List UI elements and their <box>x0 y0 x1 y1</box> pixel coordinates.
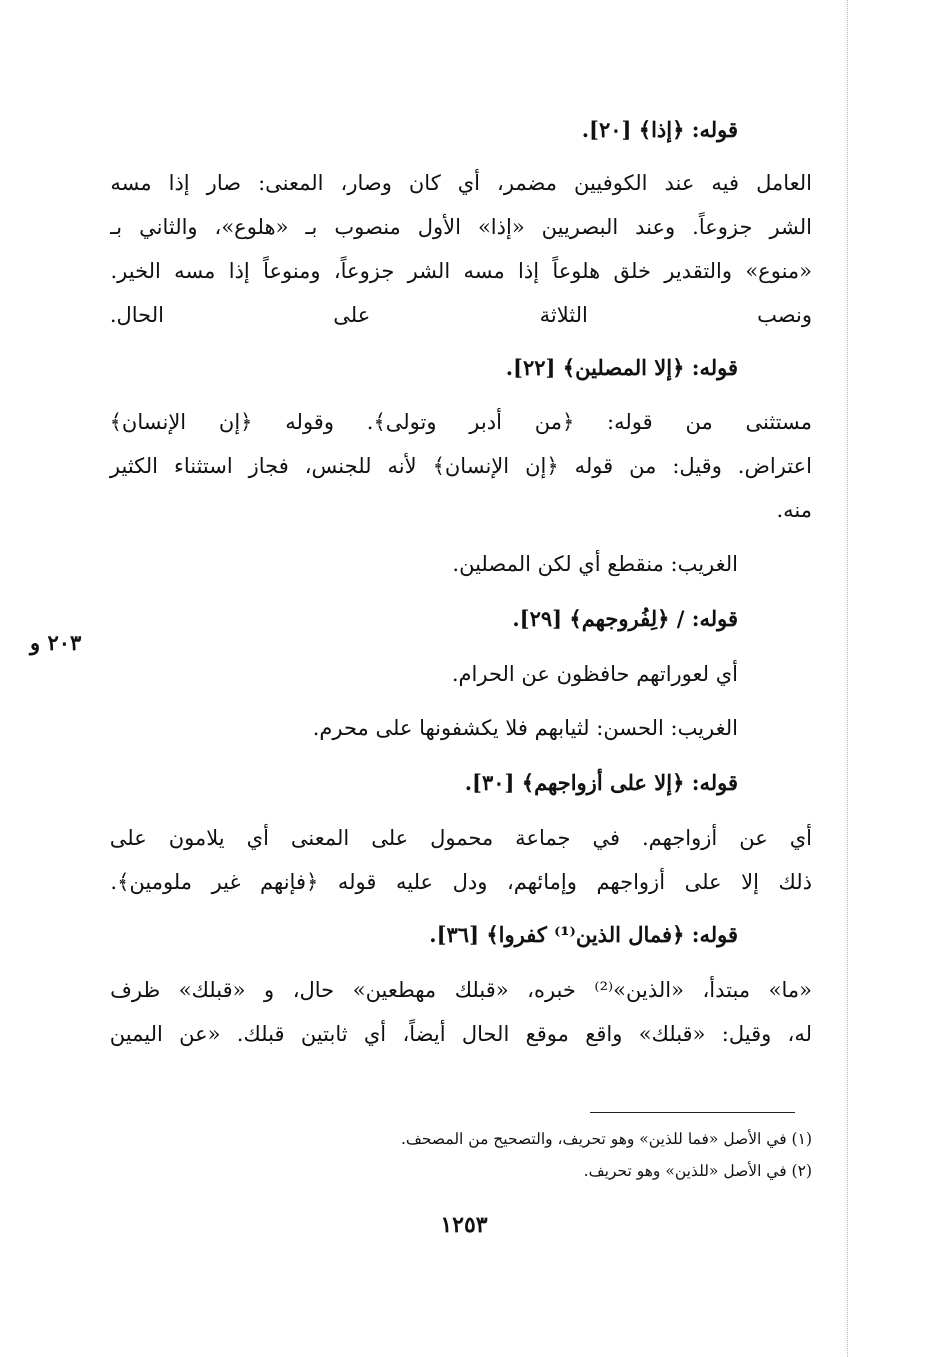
text-line: اعتراض. وقيل: من قوله ﴿إن الإنسان﴾ لأنه للجنس، فجاز استثناء الكثير <box>109 454 812 478</box>
text-line: العامل فيه عند الكوفيين مضمر، أي كان وصار، المعنى: صار إذا مسه <box>110 171 812 195</box>
margin-dotted-rule <box>847 0 848 1357</box>
text-line: الغريب: الحسن: لثيابهم فلا يكشفونها على محرم. <box>312 716 738 740</box>
text-line: «منوع» والتقدير خلق هلوعاً إذا مسه الشر جزوعاً، ومنوعاً إذا مسه الخير. <box>110 259 812 283</box>
verse-heading: قوله: ﴿إلا المصلين﴾ [٢٢]. <box>505 355 738 380</box>
text-line: مستثنى من قوله: ﴿من أدبر وتولى﴾. وقوله ﴿إن الإنسان﴾ <box>109 410 812 434</box>
margin-folio-note: ۲۰۳ و <box>30 630 82 655</box>
footnote-1: (١) في الأصل «فما للذين» وهو تحريف، والتصحيح من المصحف. <box>400 1130 812 1148</box>
text-line: ونصب الثلاثة على الحال. <box>109 303 812 327</box>
page-number: ١٢٥٣ <box>440 1212 488 1238</box>
verse-heading: قوله: ﴿إلا على أزواجهم﴾ [٣٠]. <box>464 770 738 795</box>
text-line: الغريب: منقطع أي لكن المصلين. <box>452 552 738 576</box>
text-line: منه. <box>776 498 812 522</box>
text-line: ذلك إلا على أزواجهم وإمائهم، ودل عليه قوله ﴿فإنهم غير ملومين﴾. <box>110 870 812 894</box>
verse-heading: قوله: / ﴿لِفُروجهم﴾ [٢٩]. <box>512 606 738 631</box>
text-line: أي لعوراتهم حافظون عن الحرام. <box>451 662 738 686</box>
text-line: «ما» مبتدأ، «الذين»⁽²⁾ خبره، «قبلك مهطعين» حال، و «قبلك» ظرف <box>110 978 812 1002</box>
verse-heading: قوله: ﴿فمال الذين⁽¹⁾ كفروا﴾ [٣٦]. <box>429 922 738 947</box>
text-line: له، وقيل: «قبلك» واقع موقع الحال أيضاً، أي ثابتين قبلك. «عن اليمين <box>109 1022 812 1046</box>
verse-heading: قوله: ﴿إذا﴾ [٢٠]. <box>581 117 738 142</box>
footnote-separator <box>590 1112 795 1113</box>
text-line: أي عن أزواجهم. في جماعة محمول على المعنى أي يلامون على <box>109 826 812 850</box>
text-line: الشر جزوعاً. وعند البصريين «إذا» الأول منصوب بـ «هلوع»، والثاني بـ <box>110 215 812 239</box>
footnote-2: (٢) في الأصل «للذين» وهو تحريف. <box>583 1162 812 1180</box>
